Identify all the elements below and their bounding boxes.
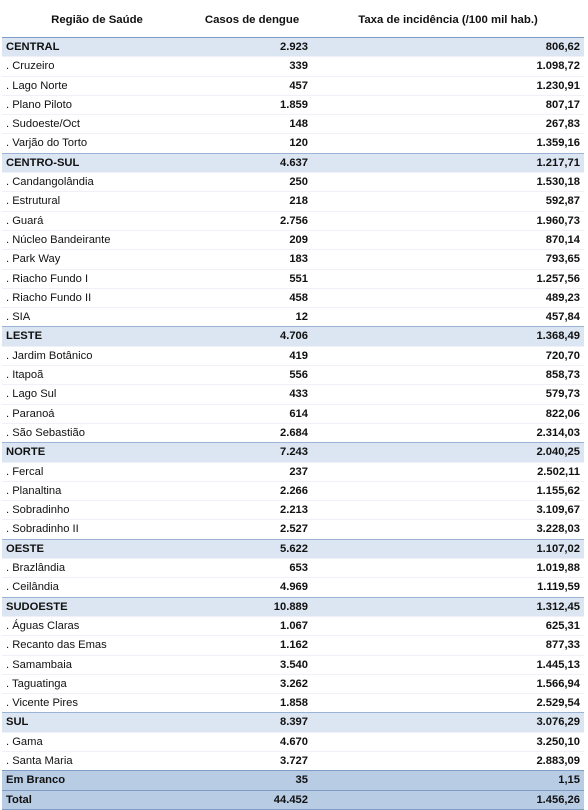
row-cases: 1.858	[192, 694, 312, 713]
row-name: . SIA	[2, 308, 192, 327]
row-cases: 10.889	[192, 597, 312, 616]
row-rate: 2.040,25	[312, 443, 584, 462]
subregion-row	[2, 230, 584, 249]
row-name: . Samambaia	[2, 655, 192, 674]
row-cases: 218	[192, 192, 312, 211]
blank-cases: 35	[192, 771, 312, 790]
row-rate: 3.250,10	[312, 732, 584, 751]
row-name: . Recanto das Emas	[2, 636, 192, 655]
row-rate: 1.368,49	[312, 327, 584, 346]
row-name: . Guará	[2, 211, 192, 230]
subregion-row	[2, 481, 584, 500]
row-rate: 2.502,11	[312, 462, 584, 481]
subregion-row	[2, 462, 584, 481]
row-cases: 3.262	[192, 674, 312, 693]
row-cases: 4.637	[192, 153, 312, 172]
row-rate: 1.217,71	[312, 153, 584, 172]
row-cases: 4.670	[192, 732, 312, 751]
row-cases: 237	[192, 462, 312, 481]
row-cases: 209	[192, 230, 312, 249]
subregion-row	[2, 134, 584, 153]
row-name: . Sobradinho	[2, 501, 192, 520]
row-rate: 1.530,18	[312, 173, 584, 192]
row-cases: 419	[192, 346, 312, 365]
header-cases: Casos de dengue	[192, 4, 312, 38]
row-rate: 625,31	[312, 616, 584, 635]
total-label: Total	[2, 790, 192, 809]
row-name: . Jardim Botânico	[2, 346, 192, 365]
row-name: . São Sebastião	[2, 423, 192, 442]
row-rate: 3.076,29	[312, 713, 584, 732]
row-rate: 1.119,59	[312, 578, 584, 597]
row-rate: 1.566,94	[312, 674, 584, 693]
row-name: . Paranoá	[2, 404, 192, 423]
subregion-row	[2, 115, 584, 134]
row-rate: 267,83	[312, 115, 584, 134]
row-cases: 2.266	[192, 481, 312, 500]
row-name: . Taguatinga	[2, 674, 192, 693]
row-cases: 12	[192, 308, 312, 327]
row-rate: 3.109,67	[312, 501, 584, 520]
row-name: . Águas Claras	[2, 616, 192, 635]
subregion-row	[2, 269, 584, 288]
row-name: LESTE	[2, 327, 192, 346]
subregion-row	[2, 211, 584, 230]
row-cases: 551	[192, 269, 312, 288]
row-cases: 3.727	[192, 751, 312, 770]
total-rate: 1.456,26	[312, 790, 584, 809]
row-name: . Itapoã	[2, 366, 192, 385]
table-footer	[2, 771, 584, 810]
subregion-row	[2, 674, 584, 693]
blank-rate: 1,15	[312, 771, 584, 790]
row-cases: 2.756	[192, 211, 312, 230]
row-name: . Lago Norte	[2, 76, 192, 95]
row-rate: 806,62	[312, 38, 584, 57]
row-cases: 250	[192, 173, 312, 192]
total-row	[2, 790, 584, 809]
blank-label: Em Branco	[2, 771, 192, 790]
row-name: SUDOESTE	[2, 597, 192, 616]
row-rate: 822,06	[312, 404, 584, 423]
row-rate: 877,33	[312, 636, 584, 655]
total-cases: 44.452	[192, 790, 312, 809]
subregion-row	[2, 655, 584, 674]
row-rate: 1.019,88	[312, 559, 584, 578]
row-cases: 614	[192, 404, 312, 423]
subregion-row	[2, 173, 584, 192]
subregion-row	[2, 732, 584, 751]
row-cases: 4.706	[192, 327, 312, 346]
region-row	[2, 38, 584, 57]
row-name: . Santa Maria	[2, 751, 192, 770]
header-rate: Taxa de incidência (/100 mil hab.)	[312, 4, 584, 38]
row-rate: 1.107,02	[312, 539, 584, 558]
subregion-row	[2, 346, 584, 365]
table-body	[2, 38, 584, 771]
row-rate: 489,23	[312, 288, 584, 307]
subregion-row	[2, 559, 584, 578]
subregion-row	[2, 366, 584, 385]
row-rate: 2.883,09	[312, 751, 584, 770]
row-cases: 1.067	[192, 616, 312, 635]
row-name: SUL	[2, 713, 192, 732]
subregion-row	[2, 385, 584, 404]
row-rate: 1.445,13	[312, 655, 584, 674]
region-row	[2, 713, 584, 732]
row-cases: 4.969	[192, 578, 312, 597]
row-cases: 556	[192, 366, 312, 385]
row-cases: 339	[192, 57, 312, 76]
row-name: . Gama	[2, 732, 192, 751]
row-name: . Park Way	[2, 250, 192, 269]
row-cases: 2.923	[192, 38, 312, 57]
row-rate: 3.228,03	[312, 520, 584, 539]
region-row	[2, 443, 584, 462]
subregion-row	[2, 751, 584, 770]
row-cases: 458	[192, 288, 312, 307]
subregion-row	[2, 636, 584, 655]
row-rate: 1.312,45	[312, 597, 584, 616]
row-rate: 807,17	[312, 95, 584, 114]
row-rate: 793,65	[312, 250, 584, 269]
header-region: Região de Saúde	[2, 4, 192, 38]
row-cases: 433	[192, 385, 312, 404]
row-name: . Ceilândia	[2, 578, 192, 597]
row-rate: 592,87	[312, 192, 584, 211]
row-name: . Vicente Pires	[2, 694, 192, 713]
row-name: . Brazlândia	[2, 559, 192, 578]
row-rate: 457,84	[312, 308, 584, 327]
row-name: . Riacho Fundo I	[2, 269, 192, 288]
row-name: . Fercal	[2, 462, 192, 481]
row-cases: 457	[192, 76, 312, 95]
row-name: . Varjão do Torto	[2, 134, 192, 153]
row-name: . Lago Sul	[2, 385, 192, 404]
row-rate: 2.529,54	[312, 694, 584, 713]
row-rate: 1.155,62	[312, 481, 584, 500]
subregion-row	[2, 423, 584, 442]
row-name: . Cruzeiro	[2, 57, 192, 76]
row-rate: 1.960,73	[312, 211, 584, 230]
row-cases: 1.859	[192, 95, 312, 114]
row-cases: 2.527	[192, 520, 312, 539]
row-name: . Riacho Fundo II	[2, 288, 192, 307]
row-name: CENTRAL	[2, 38, 192, 57]
subregion-row	[2, 76, 584, 95]
row-rate: 870,14	[312, 230, 584, 249]
row-rate: 579,73	[312, 385, 584, 404]
row-name: . Estrutural	[2, 192, 192, 211]
row-rate: 858,73	[312, 366, 584, 385]
row-rate: 720,70	[312, 346, 584, 365]
subregion-row	[2, 57, 584, 76]
subregion-row	[2, 616, 584, 635]
row-cases: 2.213	[192, 501, 312, 520]
dengue-table-container	[2, 4, 584, 810]
subregion-row	[2, 578, 584, 597]
subregion-row	[2, 95, 584, 114]
row-name: NORTE	[2, 443, 192, 462]
subregion-row	[2, 404, 584, 423]
row-cases: 2.684	[192, 423, 312, 442]
row-rate: 1.230,91	[312, 76, 584, 95]
row-cases: 1.162	[192, 636, 312, 655]
row-cases: 148	[192, 115, 312, 134]
subregion-row	[2, 192, 584, 211]
row-cases: 5.622	[192, 539, 312, 558]
row-name: . Sudoeste/Oct	[2, 115, 192, 134]
row-name: . Planaltina	[2, 481, 192, 500]
row-cases: 653	[192, 559, 312, 578]
region-row	[2, 153, 584, 172]
subregion-row	[2, 694, 584, 713]
region-row	[2, 327, 584, 346]
subregion-row	[2, 501, 584, 520]
row-rate: 1.257,56	[312, 269, 584, 288]
region-row	[2, 597, 584, 616]
row-cases: 183	[192, 250, 312, 269]
region-row	[2, 539, 584, 558]
row-rate: 1.098,72	[312, 57, 584, 76]
row-name: . Candangolândia	[2, 173, 192, 192]
row-rate: 1.359,16	[312, 134, 584, 153]
subregion-row	[2, 520, 584, 539]
row-cases: 8.397	[192, 713, 312, 732]
header-row	[2, 4, 584, 38]
subregion-row	[2, 308, 584, 327]
dengue-cases-table	[2, 4, 584, 810]
row-rate: 2.314,03	[312, 423, 584, 442]
row-name: . Plano Piloto	[2, 95, 192, 114]
subregion-row	[2, 250, 584, 269]
row-name: . Núcleo Bandeirante	[2, 230, 192, 249]
row-cases: 7.243	[192, 443, 312, 462]
row-cases: 120	[192, 134, 312, 153]
row-cases: 3.540	[192, 655, 312, 674]
row-name: . Sobradinho II	[2, 520, 192, 539]
row-name: CENTRO-SUL	[2, 153, 192, 172]
table-header	[2, 4, 584, 38]
subregion-row	[2, 288, 584, 307]
row-name: OESTE	[2, 539, 192, 558]
